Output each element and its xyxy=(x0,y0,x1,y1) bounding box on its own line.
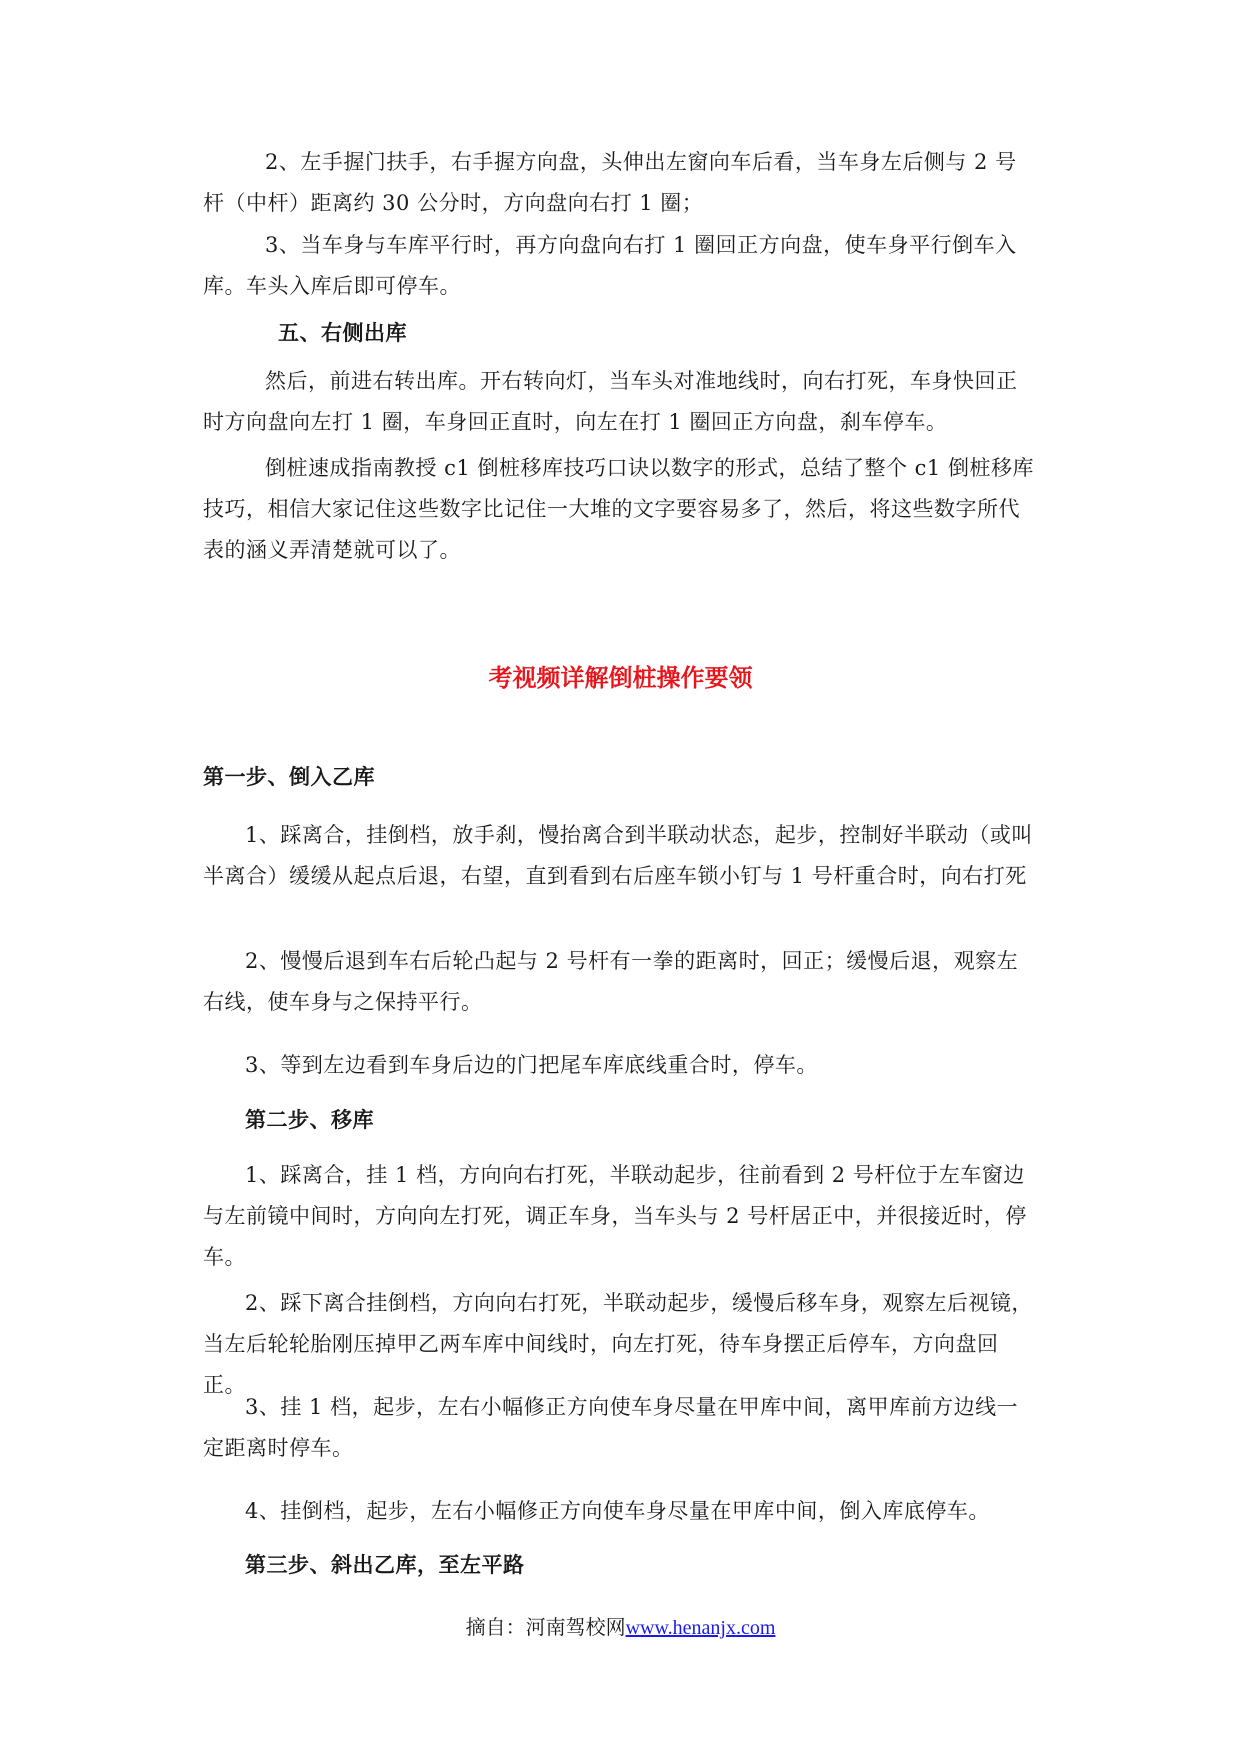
step1-paragraph-3: 3、等到左边看到车身后边的门把尾车库底线重合时，停车。 xyxy=(245,1053,818,1077)
step1-paragraph-1: 1、踩离合，挂倒档，放手刹，慢抬离合到半联动状态，起步，控制好半联动（或叫半离合）缓缓从起点后退，右望，直到看到右后座车锁小钉与 1 号杆重合时，向右打死 xyxy=(203,823,1033,888)
paragraph-prev-2: 2、左手握门扶手，右手握方向盘，头伸出左窗向车后看，当车身左后侧与 2 号杆（中杆）距离约 30 公分时，方向盘向右打 1 圈； xyxy=(203,150,1017,215)
paragraph-prev-3: 3、当车身与车库平行时，再方向盘向右打 1 圈回正方向盘，使车身平行倒车入库。车头入库后即可停车。 xyxy=(203,233,1017,298)
step3-heading: 第三步、斜出乙库，至左平路 xyxy=(245,1553,525,1577)
step2-heading: 第二步、移库 xyxy=(245,1108,374,1132)
step2-paragraph-1: 1、踩离合，挂 1 档，方向向右打死，半联动起步，往前看到 2 号杆位于左车窗边与左前镜中间时，方向向左打死，调正车身，当车头与 2 号杆居正中，并很接近时，停车。 xyxy=(203,1163,1027,1269)
step2-paragraph-2: 2、踩下离合挂倒档，方向向右打死，半联动起步，缓慢后移车身，观察左后视镜，当左后轮轮胎刚压掉甲乙两车库中间线时，向左打死，待车身摆正后停车，方向盘回正。 xyxy=(203,1291,1033,1397)
footer-source-link[interactable]: www.henanjx.com xyxy=(625,1617,776,1639)
footer-source-label: 摘自：河南驾校网 xyxy=(465,1615,626,1639)
step2-paragraph-4: 4、挂倒档，起步，左右小幅修正方向使车身尽量在甲库中间，倒入库底停车。 xyxy=(245,1499,990,1523)
step1-heading: 第一步、倒入乙库 xyxy=(203,765,375,789)
section5-paragraph-2: 倒桩速成指南教授 c1 倒桩移库技巧口诀以数字的形式，总结了整个 c1 倒桩移库技巧，相信大家记住这些数字比记住一大堆的文字要容易多了，然后，将这些数字所代表的涵义弄清楚就可以了。 xyxy=(203,456,1034,562)
step2-paragraph-3: 3、挂 1 档，起步，左右小幅修正方向使车身尽量在甲库中间，离甲库前方边线一定距离时停车。 xyxy=(203,1395,1019,1460)
footer xyxy=(0,1612,1241,1643)
article-title: 考视频详解倒桩操作要领 xyxy=(488,664,753,692)
section5-paragraph-1: 然后，前进右转出库。开右转向灯，当车头对准地线时，向右打死，车身快回正时方向盘向左打 1 圈，车身回正直时，向左在打 1 圈回正方向盘，刹车停车。 xyxy=(203,369,1018,434)
step1-paragraph-2: 2、慢慢后退到车右后轮凸起与 2 号杆有一拳的距离时，回正；缓慢后退，观察左右线，使车身与之保持平行。 xyxy=(203,949,1019,1014)
section5-heading: 五、右侧出库 xyxy=(278,321,407,345)
